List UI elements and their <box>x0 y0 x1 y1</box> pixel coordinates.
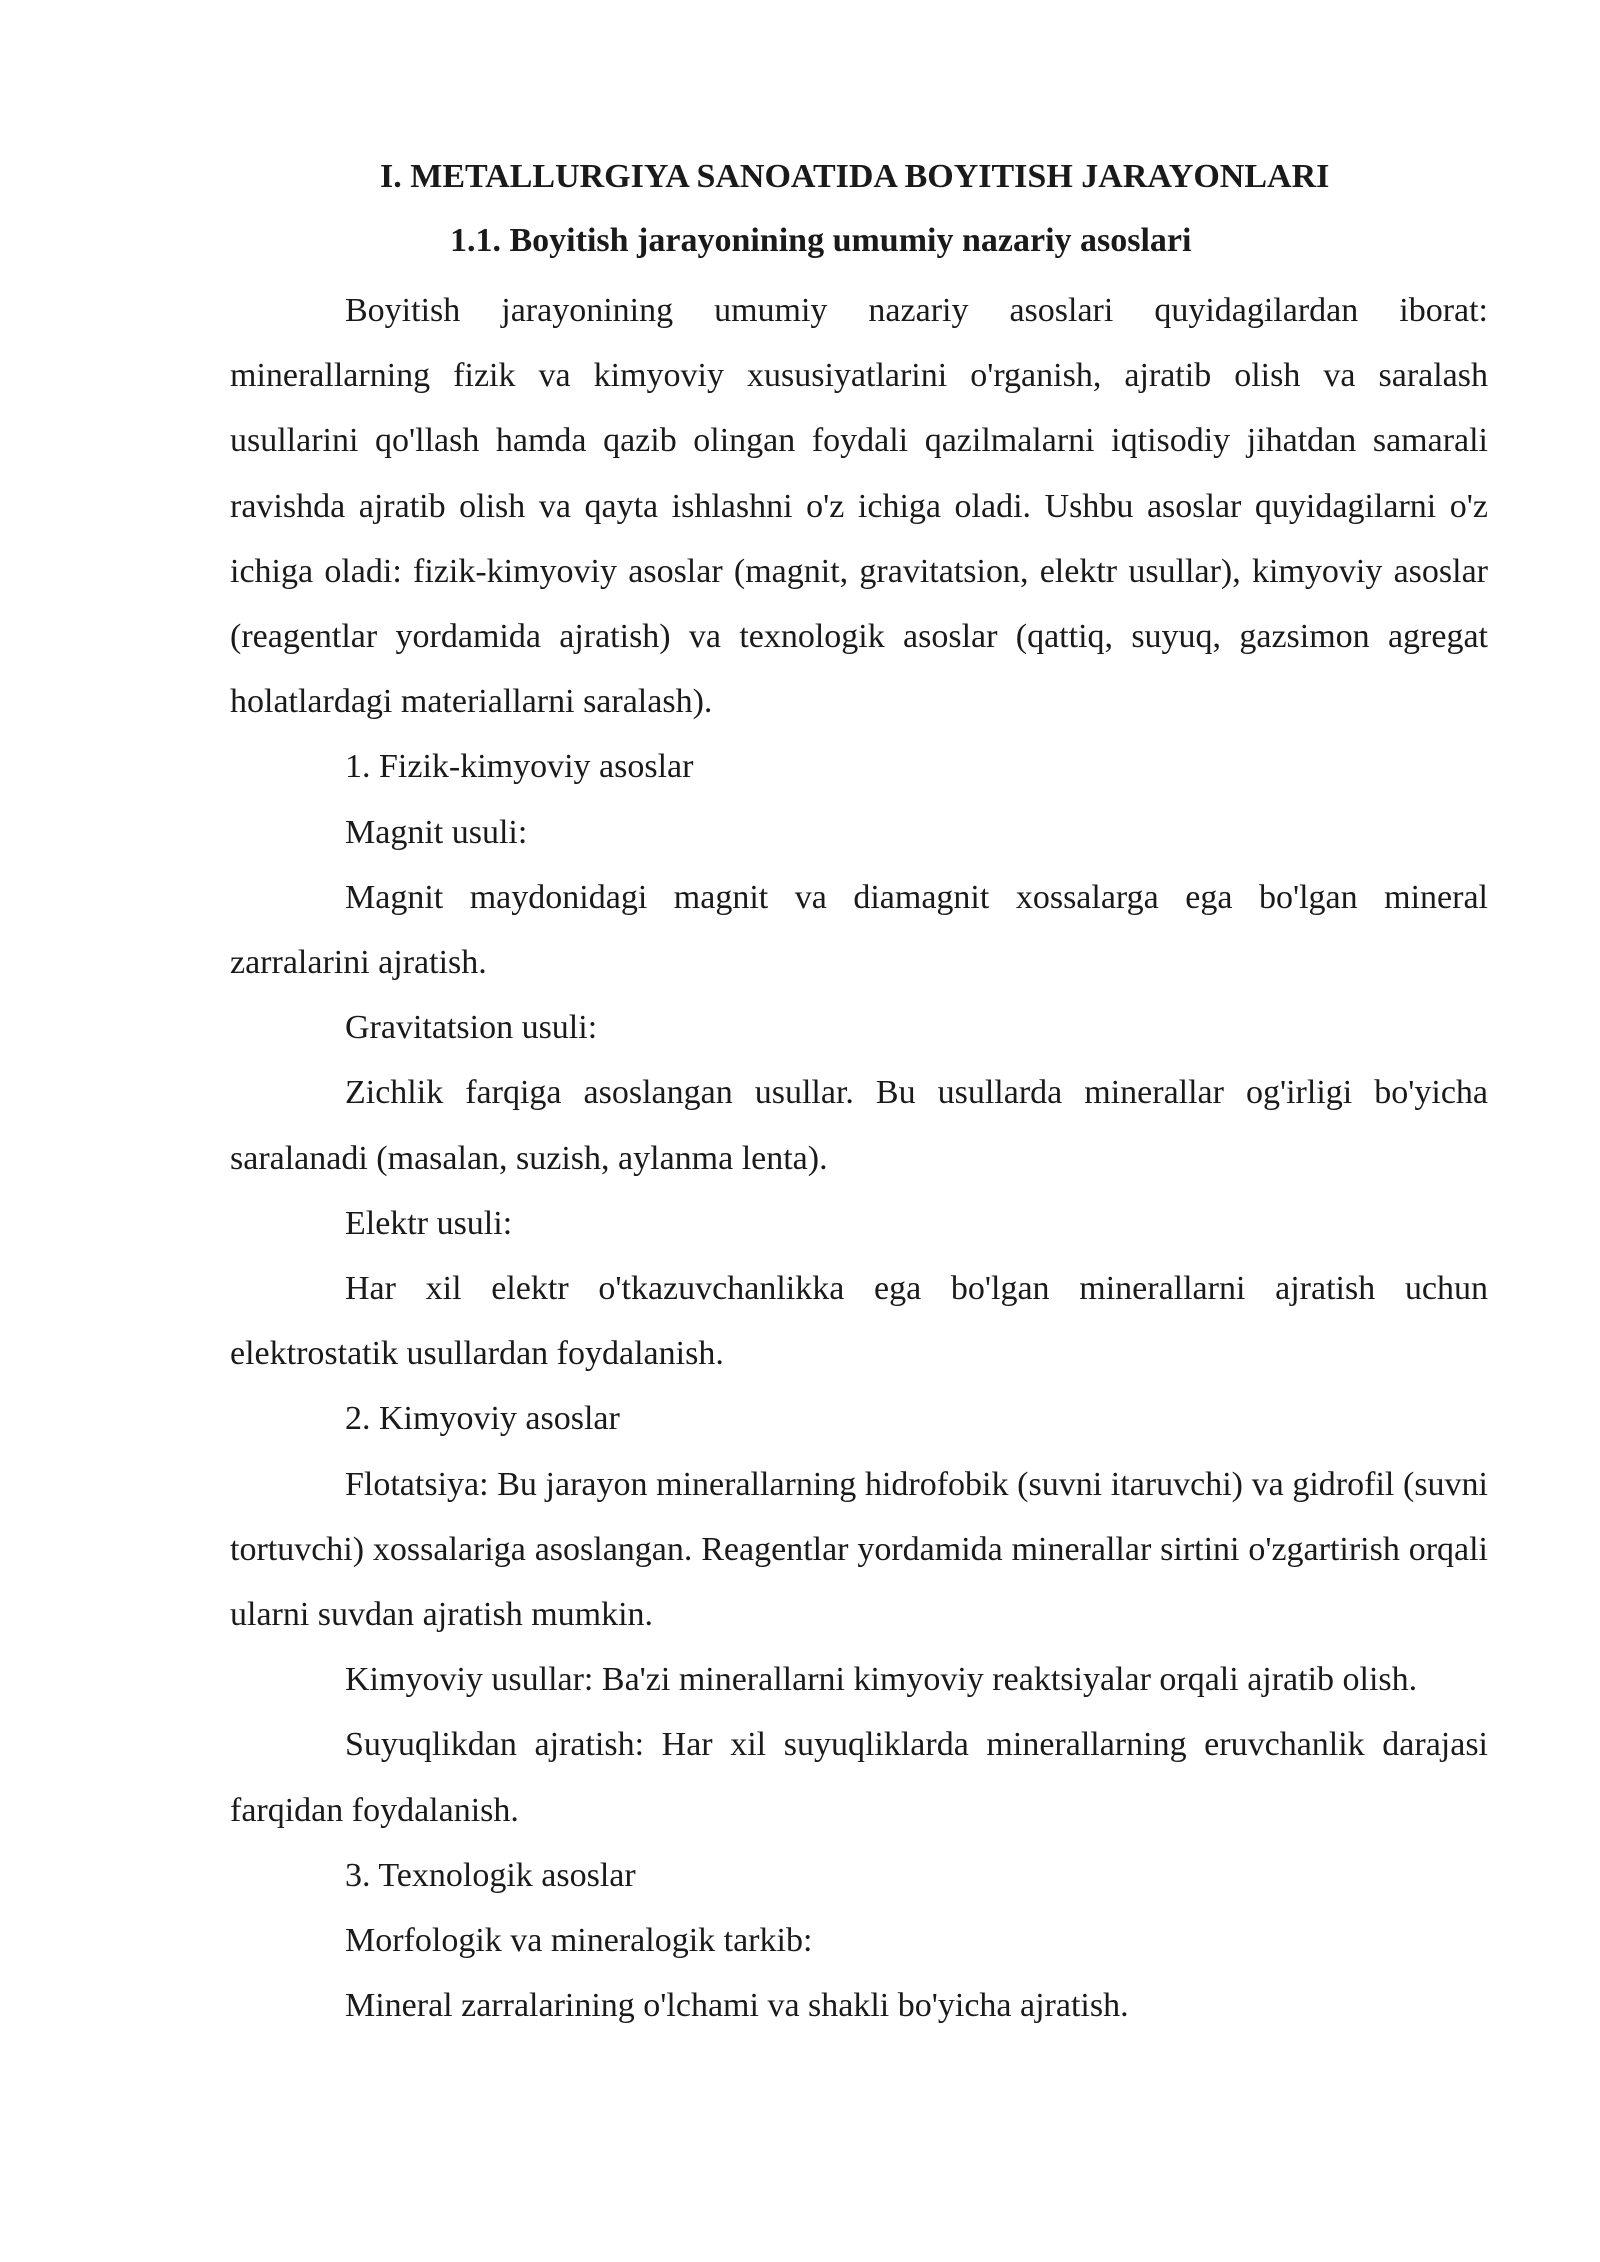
electric-paragraph: Har xil elektr o'tkazuvchanlikka ega bo'lgan minerallarni ajratish uchun elektrostatik usullardan foydalanish. <box>230 1270 1488 1373</box>
technological-heading: 3. Texnologik asoslar <box>345 1856 636 1894</box>
page-content <box>230 150 1488 2038</box>
chemical-methods-label: Kimyoviy usullar: <box>345 1661 594 1699</box>
magnet-label: Magnit usuli: <box>345 813 528 851</box>
chemical-methods-text: Ba'zi minerallarni kimyoviy reaktsiyalar orqali ajratib olish. <box>601 1661 1418 1699</box>
chemical-methods-paragraph <box>230 1647 1488 1712</box>
liquid-separation-label: Suyuqlikdan ajratish: <box>345 1726 645 1764</box>
liquid-separation-text: Har xil suyuqliklarda minerallarning eruvchanlik darajasi farqidan foydalanish. <box>230 1726 1489 1829</box>
magnet-paragraph: Magnit maydonidagi magnit va diamagnit xossalarga ega bo'lgan mineral zarralarini ajratish. <box>230 878 1488 982</box>
gravity-label: Gravitatsion usuli: <box>345 1009 598 1047</box>
physical-heading: 1. Fizik-kimyoviy asoslar <box>345 748 694 786</box>
chemical-heading: 2. Kimyoviy asoslar <box>345 1400 620 1438</box>
flotation-text: Bu jarayon minerallarning hidrofobik (suvni itaruvchi) va gidrofil (suvni tortuvchi) xossalariga asoslangan. Reagentlar yordamida minerallar sirtini o'zgartirish orqali ularni suvdan ajratish mumkin. <box>230 1465 1488 1634</box>
gravity-paragraph: Zichlik farqiga asoslangan usullar. Bu usullarda minerallar og'irligi bo'yicha saralanadi (masalan, suzish, aylanma lenta). <box>230 1074 1488 1177</box>
morphology-text: Mineral zarralarining o'lchami va shakli bo'yicha ajratish. <box>345 1987 1129 2025</box>
liquid-separation-paragraph <box>230 1712 1488 1842</box>
flotation-paragraph <box>230 1452 1488 1648</box>
intro-paragraph: Boyitish jarayonining umumiy nazariy asoslari quyidagilardan iborat: minerallarning fizik va kimyoviy xususiyatlarini o'rganish, ajratib olish va saralash usullarini qo'llash hamda qazib olingan foydali qazilmalarni iqtisodiy jihatdan samarali ravishda ajratib olish va qayta ishlashni o'z ichiga oladi. Ushbu asoslar quyidagilarni o'z ichiga oladi: fizik-kimyoviy asoslar (magnit, gravitatsion, elektr usullar), kimyoviy asoslar (reagentlar yordamida ajratish) va texnologik asoslar (qattiq, suyuq, gazsimon agregat holatlardagi materiallarni saralash). <box>230 292 1488 721</box>
morphology-label: Morfologik va mineralogik tarkib: <box>345 1922 813 1960</box>
chapter-title: I. METALLURGIYA SANOATIDA BOYITISH JARAYONLARI <box>380 158 1330 195</box>
flotation-label: Flotatsiya: <box>345 1465 489 1503</box>
section-title: 1.1. Boyitish jarayonining umumiy nazariy asoslari <box>450 222 1192 259</box>
electric-label: Elektr usuli: <box>345 1204 513 1242</box>
